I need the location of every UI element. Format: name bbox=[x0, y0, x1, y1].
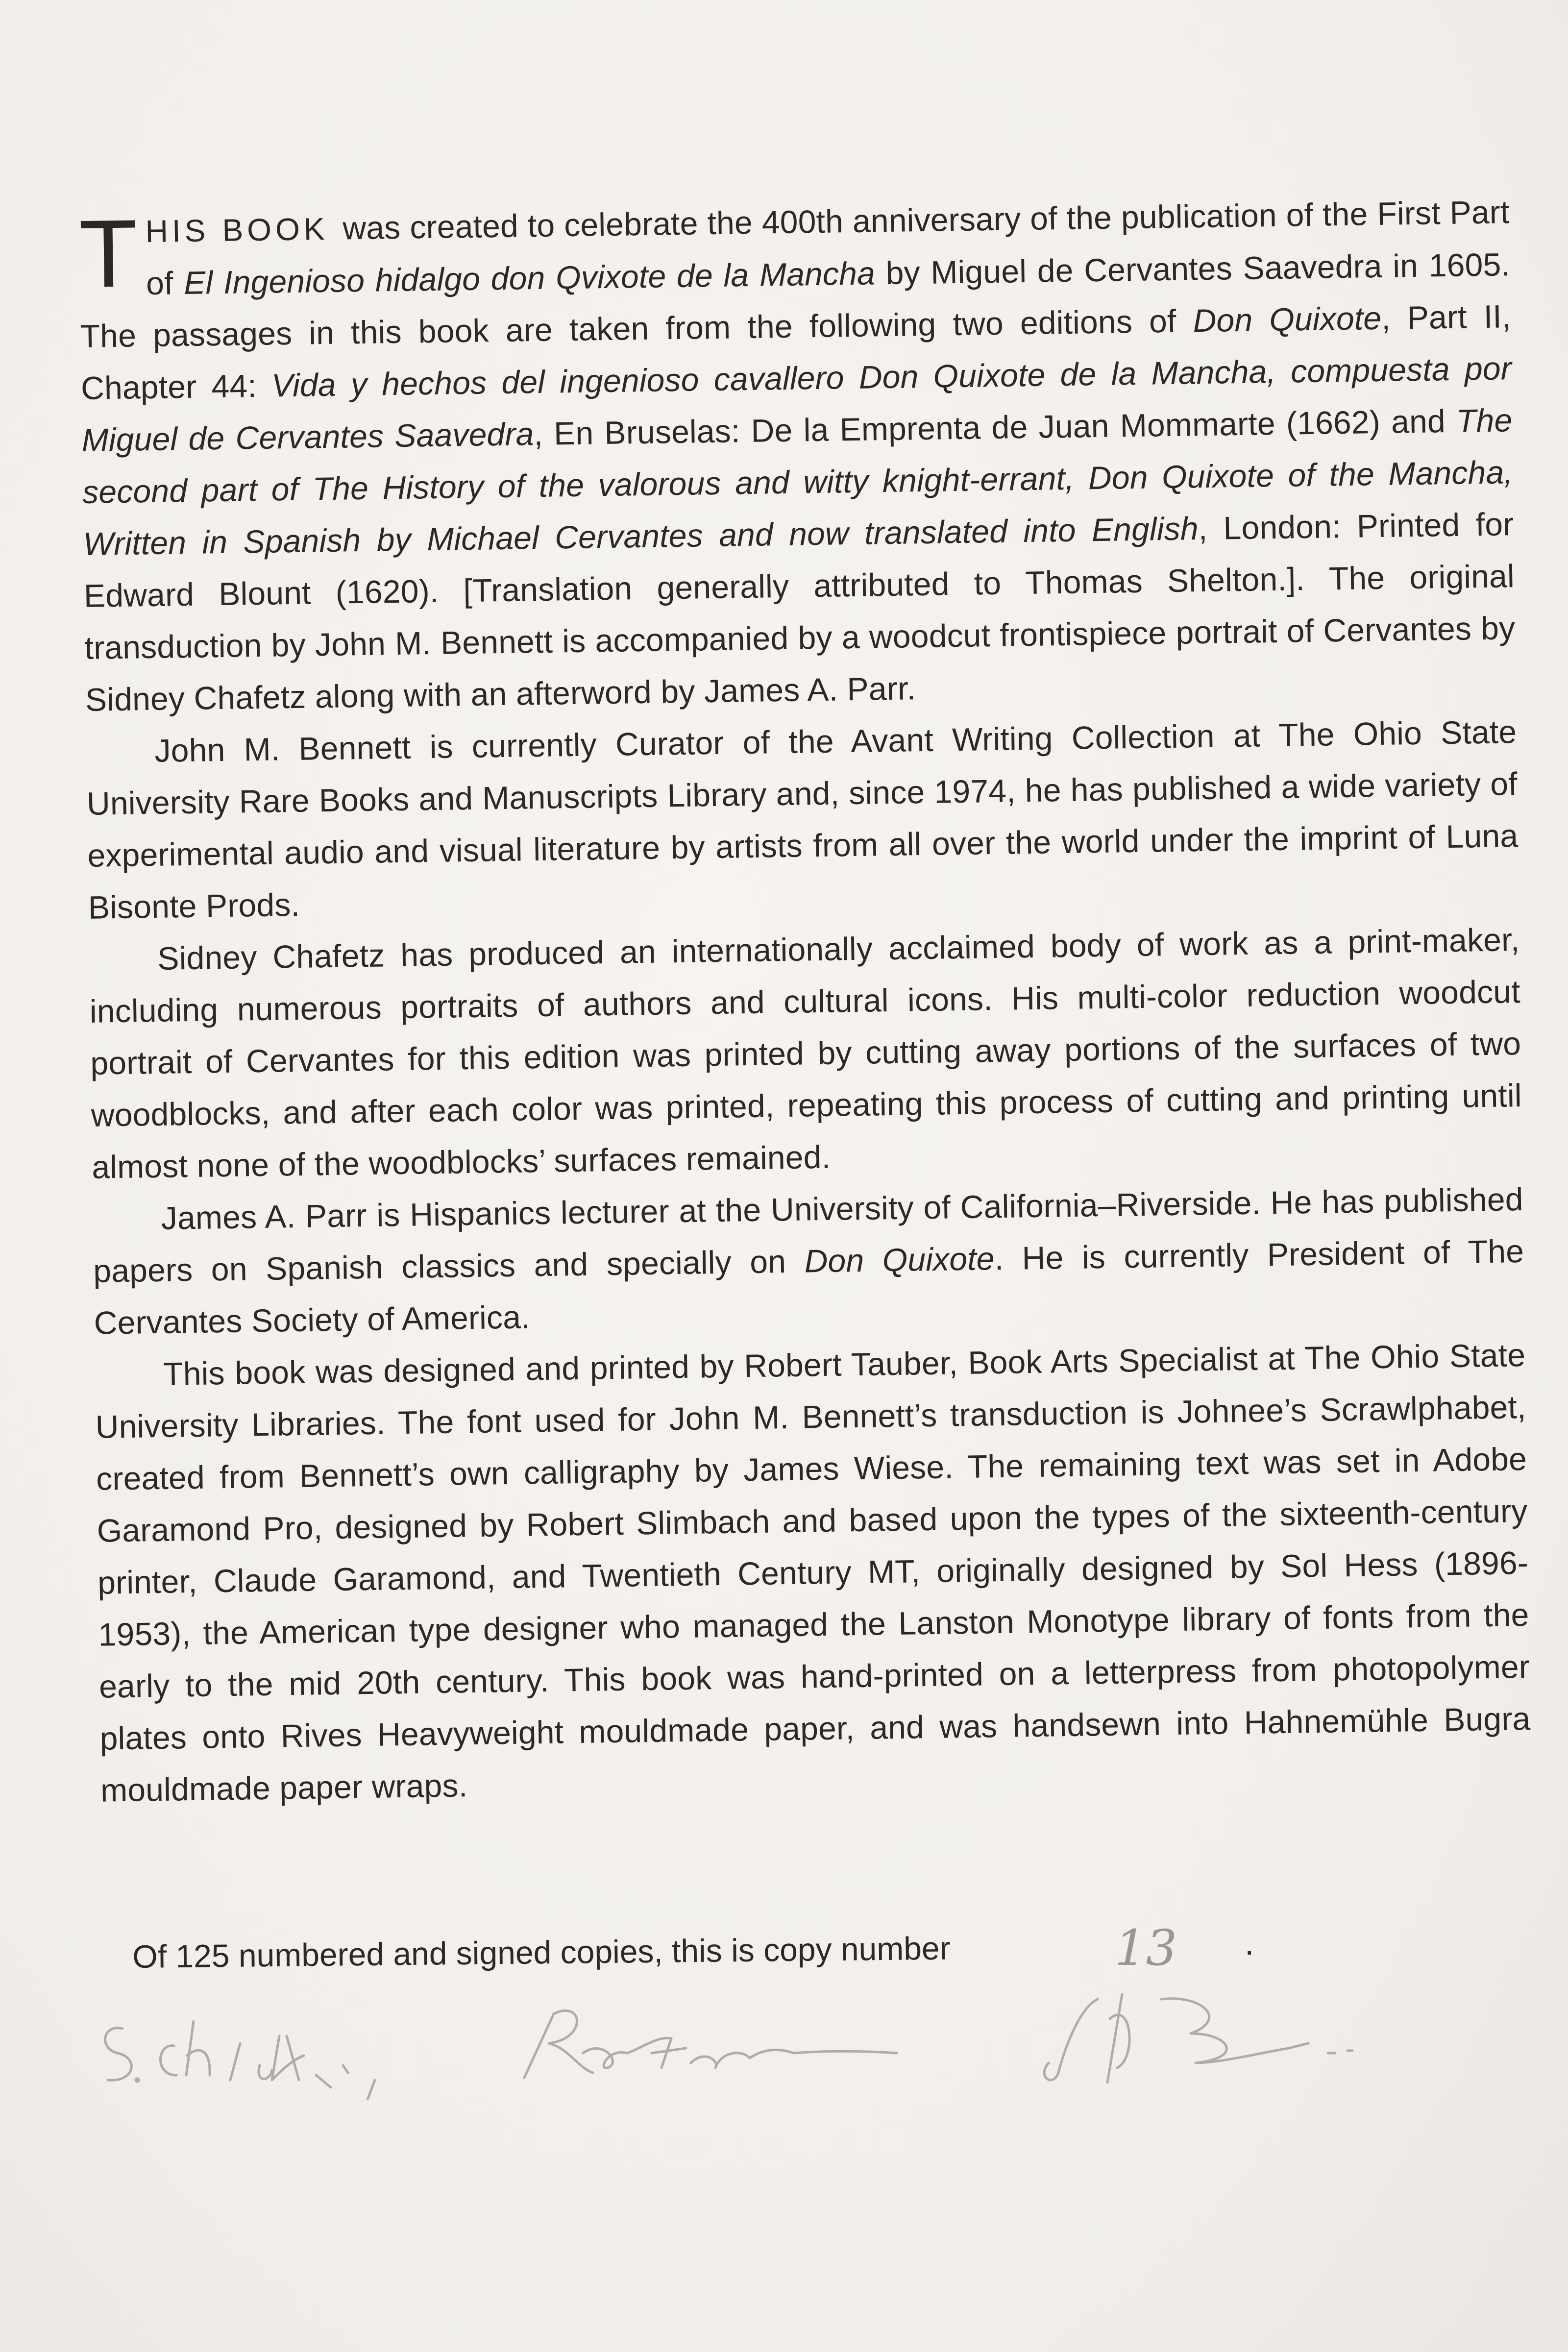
p1-title-quixote-1605: El Ingenioso hidalgo don Qvixote de la Mancha bbox=[183, 255, 876, 301]
edition-terminal-period: . bbox=[1245, 1924, 1254, 1962]
colophon-paragraph-1 bbox=[78, 186, 1517, 726]
p1-text-4: , En Bruselas: De la Emprenta de Juan Mommarte (1662) and bbox=[533, 402, 1457, 452]
copy-number-text: 13 bbox=[1115, 1919, 1177, 1977]
colophon-paragraph-2: John M. Bennett is currently Curator of the Avant Writing Collection at The Ohio State University Rare Books and Manuscripts Library and, since 1974, he has published a wide variety of experimental audio and visual literature by artists from all over the world under the imprint of Luna Bisonte Prods. bbox=[86, 713, 1519, 926]
p1-title-vida-y-hechos: Vida y hechos del ingenioso cavallero Don Quixote de la Mancha, compuesta por Miguel de Cervantes Saavedra bbox=[81, 350, 1512, 458]
handwritten-copy-number bbox=[1105, 1918, 1203, 1977]
p4-text-1: James A. Parr is Hispanics lecturer at the University of California–Riverside. He has published papers on Spanish classics and specially on bbox=[93, 1181, 1524, 1289]
p1-text-3: , Part II, Chapter 44: bbox=[80, 298, 1511, 406]
signature-parr bbox=[510, 1989, 921, 2087]
p1-text-1: was created to celebrate the 400th anniversary of the publication of the First Part of bbox=[146, 194, 1510, 302]
colophon-paragraph-5: This book was designed and printed by Robert Tauber, Book Arts Specialist at The Ohio State University Libraries. The font used for John M. Bennett’s transduction is Johnee’s Scrawlphabet, created from Bennett’s own calligraphy by James Wiese. The remaining text was set in Adobe Garamond Pro, designed by Robert Slimbach and based upon the types of the sixteenth-century printer, Claude Garamond, and Twentieth Century MT, originally designed by Sol Hess (1896-1953), the American type designer who managed the Lanston Monotype library of fonts from the early to the mid 20th century. This book was hand-printed on a letterpress from photopolymer plates onto Rives Heavyweight mouldmade paper, and was handsewn into Hahnemühle Bugra mouldmade paper wraps. bbox=[95, 1337, 1531, 1809]
signature-chafetz bbox=[93, 2002, 407, 2100]
colophon-paragraph-3: Sidney Chafetz has produced an internationally acclaimed body of work as a print-maker, including numerous portraits of authors and cultural icons. His multi-color reduction woodcut portrait of Cervantes for this edition was printed by cutting away portions of the surfaces of two woodblocks, and after each color was printed, repeating this process of cutting and printing until almost none of the woodblocks’ surfaces remained. bbox=[89, 921, 1522, 1185]
drop-cap: T bbox=[78, 199, 139, 308]
lead-small-caps: HIS BOOK bbox=[145, 211, 329, 249]
colophon-text bbox=[78, 186, 1532, 1816]
p4-text-2: . He is currently President of The Cervantes Society of America. bbox=[94, 1233, 1524, 1341]
p4-title-don-quixote: Don Quixote bbox=[804, 1240, 995, 1279]
signature-bennett bbox=[1034, 1980, 1357, 2092]
edition-statement: Of 125 numbered and signed copies, this is copy number bbox=[132, 1930, 951, 1975]
p1-title-don-quixote: Don Quixote bbox=[1193, 299, 1382, 339]
p1-text-2: by Miguel de Cervantes Saavedra in 1605. The passages in this book are taken from the following two editions of bbox=[80, 246, 1511, 354]
colophon-paragraph-4 bbox=[92, 1173, 1525, 1349]
p1-title-second-part: The second part of The History of the valorous and witty knight-errant, Don Quixote of the Mancha, Written in Spanish by Michael Cervantes and now translated into English bbox=[82, 402, 1514, 562]
p1-text-5: , London: Printed for Edward Blount (1620). [Translation generally attributed to Thomas Shelton.]. The original transduction by John M. Bennett is accompanied by a woodcut frontispiece portrait of Cervantes by Sidney Chafetz along with an afterword by James A. Parr. bbox=[83, 506, 1516, 718]
